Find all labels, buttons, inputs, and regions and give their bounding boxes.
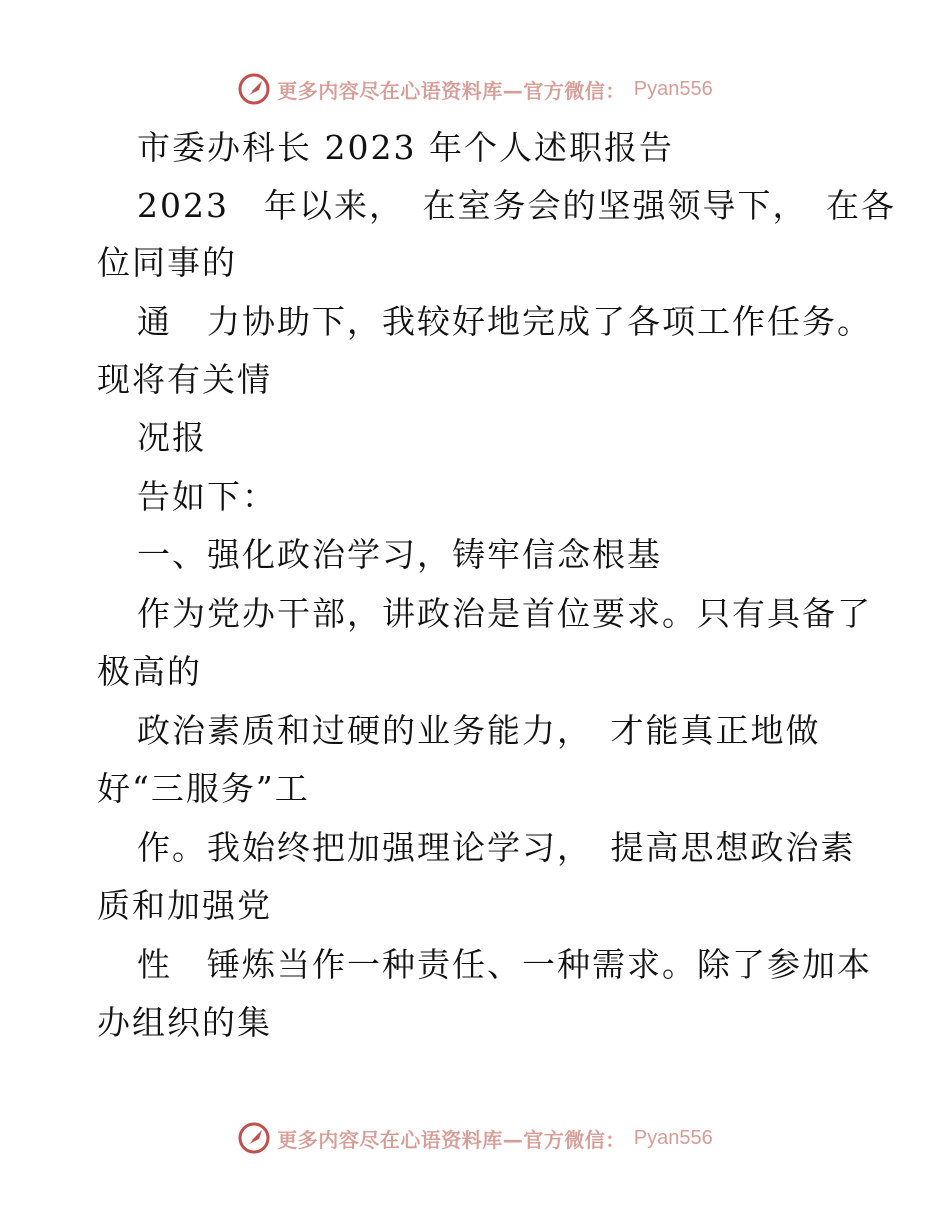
paragraph-line: 性 锤炼当作一种责任、一种需求。除了参加本 <box>137 945 872 984</box>
paragraph-line: 位同事的 <box>97 243 237 282</box>
document-title: 市委办科长 2023 年个人述职报告 <box>137 128 674 167</box>
paragraph-line: 作。我始终把加强理论学习， 提高思想政治素 <box>137 828 856 867</box>
paragraph-line: 况报 <box>137 418 207 457</box>
paragraph-line: 好“三服务”工 <box>97 769 310 808</box>
footer-watermark <box>0 1121 950 1155</box>
paragraph-line: 极高的 <box>97 652 202 691</box>
paragraph-line: 政治素质和过硬的业务能力， 才能真正地做 <box>137 711 821 750</box>
paragraph-line: 通 力协助下，我较好地完成了各项工作任务。 <box>137 302 872 341</box>
section-heading: 一、强化政治学习，铸牢信念根基 <box>137 535 662 574</box>
watermark-text: 更多内容尽在心语资料库—官方微信： <box>277 1127 626 1152</box>
watermark-text: 更多内容尽在心语资料库—官方微信： <box>277 78 626 103</box>
paragraph-line: 2023 年以来， 在室务会的坚强领导下， 在各 <box>137 186 896 225</box>
paragraph-line: 告如下： <box>137 477 277 516</box>
paragraph-line: 办组织的集 <box>97 1003 272 1042</box>
watermark-wechat-id: Pyan556 <box>633 1126 713 1149</box>
paragraph-line: 作为党办干部，讲政治是首位要求。只有具备了 <box>137 594 872 633</box>
watermark-wechat-id: Pyan556 <box>633 77 713 100</box>
paragraph-line: 现将有关情 <box>97 360 272 399</box>
paragraph-line: 质和加强党 <box>97 886 272 925</box>
quill-logo-icon <box>237 1121 271 1155</box>
